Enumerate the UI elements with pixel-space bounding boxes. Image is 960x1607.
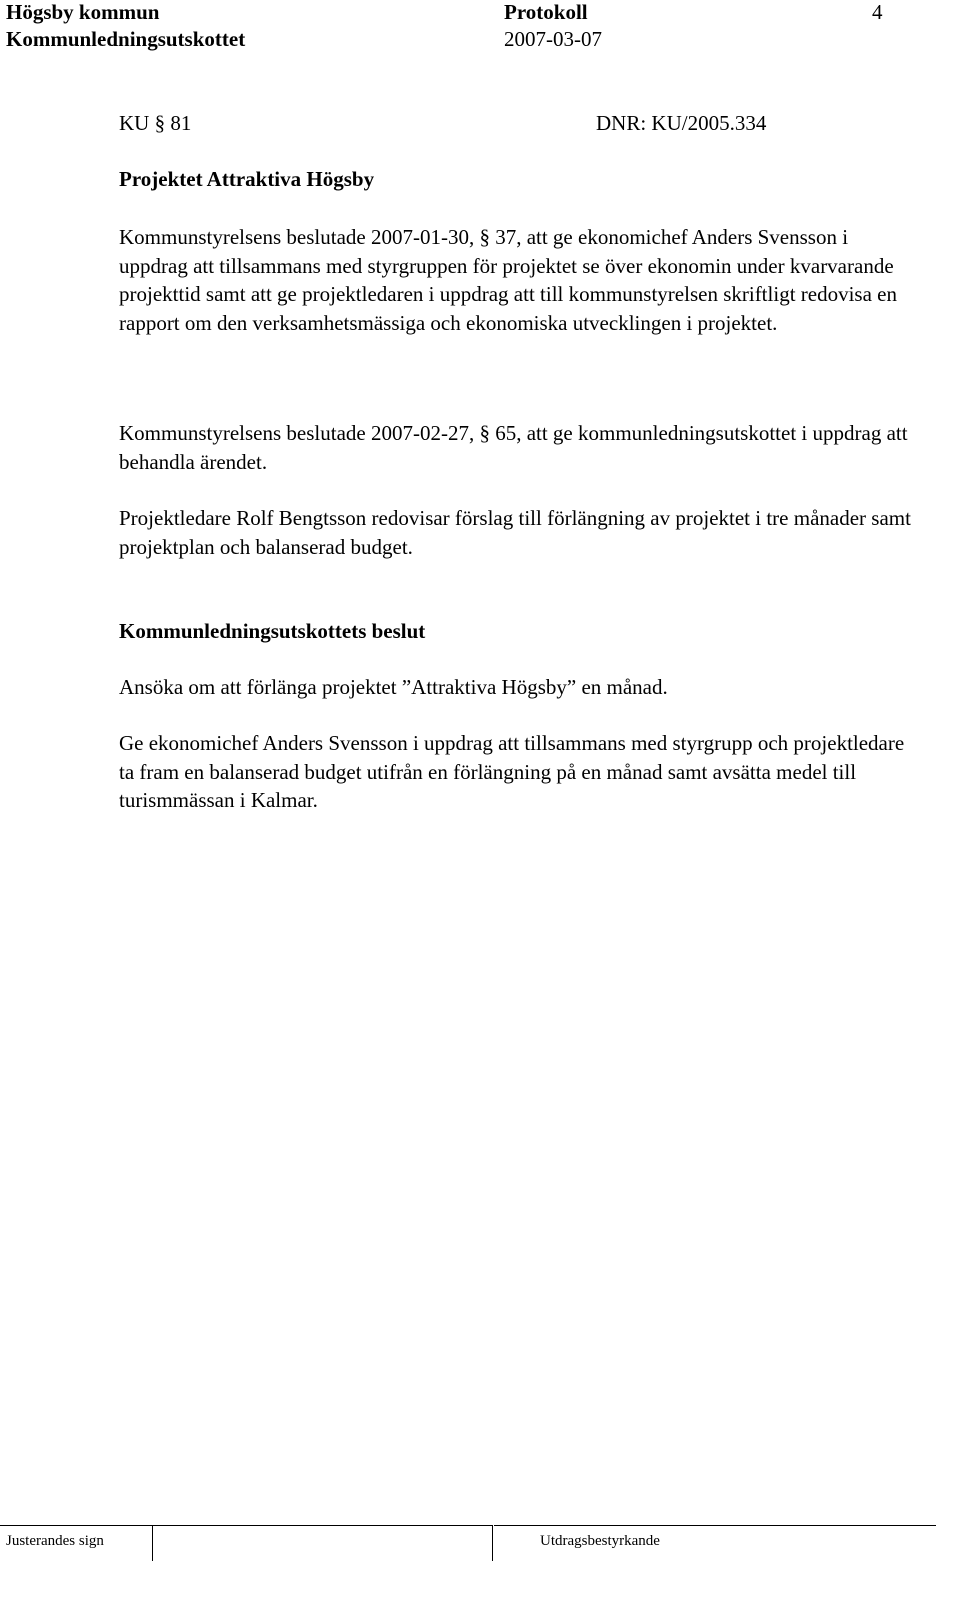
footer-divider	[0, 1525, 492, 1526]
signature-label: Justerandes sign	[6, 1533, 104, 1549]
footer-column-divider	[492, 1525, 493, 1561]
decision-heading: Kommunledningsutskottets beslut	[119, 619, 426, 643]
footer-column-divider	[152, 1525, 153, 1561]
organization-name: Högsby kommun	[6, 0, 160, 24]
body-paragraph: Kommunstyrelsens beslutade 2007-01-30, § 37, att ge ekonomichef Anders Svensson i uppdrag att tillsammans med styrgruppen för projektet se över ekonomin under kvarvarande projekttid samt att ge projektledaren i uppdrag att till kommunstyrelsen skriftligt redovisa en rapport om den verksamhetsmässiga och ekonomiska utvecklingen i projektet.	[119, 225, 897, 335]
extract-certification-label: Utdragsbestyrkande	[540, 1533, 660, 1549]
section-number: KU § 81	[119, 111, 192, 135]
body-paragraph: Kommunstyrelsens beslutade 2007-02-27, § 65, att ge kommunledningsutskottet i uppdrag att behandla ärendet.	[119, 421, 908, 474]
decision-paragraph: Ge ekonomichef Anders Svensson i uppdrag att tillsammans med styrgrupp och projektledare ta fram en balanserad budget utifrån en förlängning på en månad samt avsätta medel till turismmässan i Kalmar.	[119, 731, 905, 813]
decision-paragraph: Ansöka om att förlänga projektet ”Attraktiva Högsby” en månad.	[119, 675, 668, 699]
footer-divider	[494, 1525, 936, 1526]
committee-name: Kommunledningsutskottet	[6, 27, 246, 51]
meeting-date: 2007-03-07	[504, 27, 602, 51]
diary-number: DNR: KU/2005.334	[596, 111, 767, 135]
item-title: Projektet Attraktiva Högsby	[119, 167, 375, 191]
document-type: Protokoll	[504, 0, 588, 24]
body-paragraph: Projektledare Rolf Bengtsson redovisar förslag till förlängning av projektet i tre månader samt projektplan och balanserad budget.	[119, 506, 911, 559]
page-number: 4	[872, 0, 883, 24]
